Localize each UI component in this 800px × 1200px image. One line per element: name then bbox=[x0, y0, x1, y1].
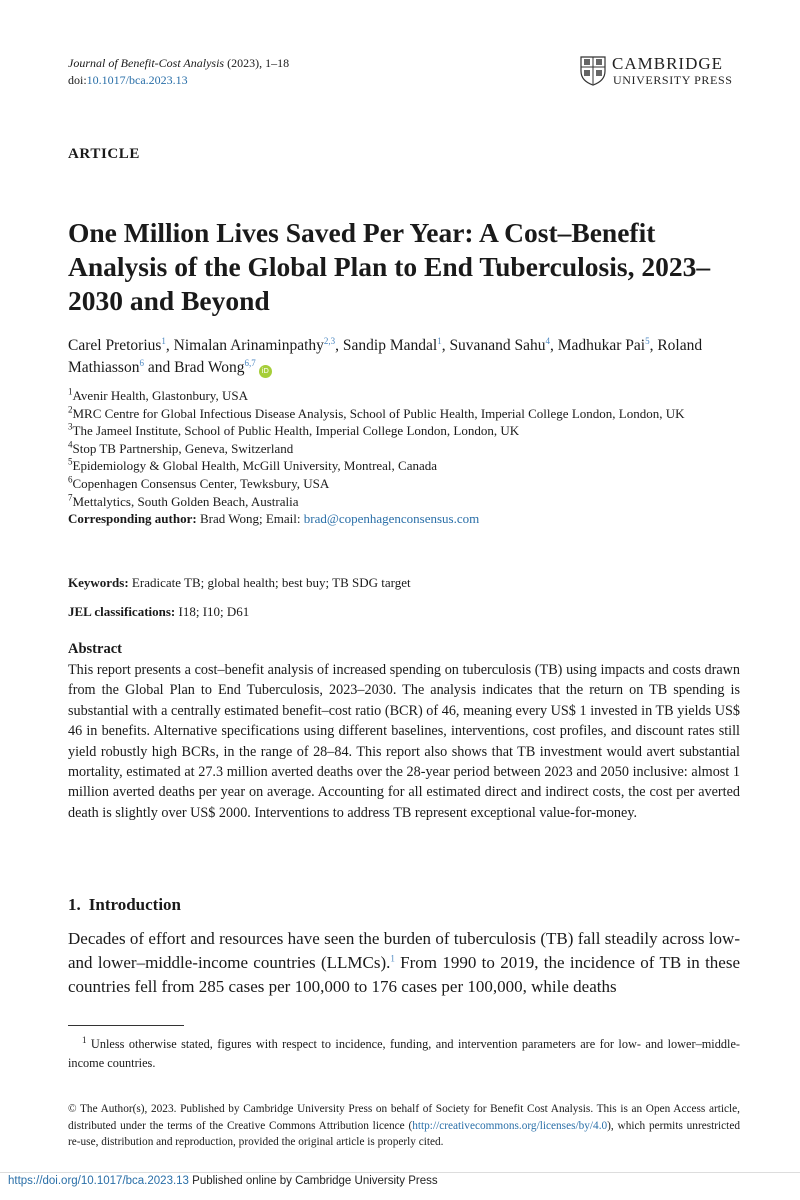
affiliation-text: Copenhagen Consensus Center, Tewksbury, USA bbox=[72, 475, 330, 491]
logo-wordmark-line1: CAMBRIDGE bbox=[612, 54, 724, 73]
journal-doi bbox=[68, 72, 289, 89]
affiliation-text: Mettalytics, South Golden Beach, Australia bbox=[72, 493, 299, 509]
affiliation bbox=[68, 493, 748, 511]
jel-label: JEL classifications: bbox=[68, 604, 176, 619]
affiliation bbox=[68, 387, 748, 405]
footnote bbox=[68, 1035, 740, 1072]
jel-classifications bbox=[68, 603, 748, 620]
journal-citation bbox=[68, 55, 289, 72]
author: Nimalan Arinaminpathy bbox=[173, 337, 324, 354]
journal-volume-pages: (2023), 1–18 bbox=[224, 56, 290, 70]
footnote-text: Unless otherwise stated, figures with respect to incidence, funding, and intervention parameters are for low- and lower–middle-income countries. bbox=[68, 1037, 740, 1070]
author-separator: , bbox=[549, 337, 558, 354]
license-text: © The Author(s), 2023. Published by Cambridge University Press on behalf of Society for Benefit Cost Analysis. This is an Open Access article, distributed under the terms of the Creative Commons Attribution licence ( bbox=[68, 1103, 740, 1132]
paragraph-text: From 1990 to 2019, the incidence of TB in these countries fell from 285 cases per 100,000 to 176 cases per 100,000, while deaths bbox=[68, 953, 740, 996]
paragraph-text: Decades of effort and resources have seen the burden of tuberculosis (TB) fall steadily across low- and lower–middle-income countries (LLMCs). bbox=[68, 929, 740, 972]
footnote-divider bbox=[68, 1025, 184, 1026]
license-text: ), which permits unrestricted re-use, distribution and reproduction, provided the original article is properly cited. bbox=[68, 1119, 740, 1148]
author: Roland Mathiasson bbox=[68, 337, 703, 376]
affiliation-text: The Jameel Institute, School of Public Health, Imperial College London, London, UK bbox=[72, 423, 520, 439]
corresponding-author bbox=[68, 510, 748, 528]
affiliation bbox=[68, 405, 748, 423]
author-separator: , bbox=[165, 337, 174, 354]
introduction-paragraph bbox=[68, 927, 740, 999]
affiliation-number: 4 bbox=[68, 439, 73, 450]
affiliation-number: 6 bbox=[68, 474, 73, 485]
affiliation-number: 7 bbox=[68, 492, 73, 503]
author-separator: , bbox=[441, 337, 450, 354]
doi-link[interactable]: 10.1017/bca.2023.13 bbox=[86, 73, 188, 87]
author: Madhukar Pai bbox=[557, 337, 646, 354]
page-footer bbox=[8, 1175, 438, 1187]
affiliation-text: Stop TB Partnership, Geneva, Switzerland bbox=[72, 440, 294, 456]
abstract-heading: Abstract bbox=[68, 641, 122, 657]
keywords-text: Eradicate TB; global health; best buy; TB SDG target bbox=[128, 575, 411, 590]
university-crest-icon bbox=[580, 56, 606, 86]
affiliation-number: 5 bbox=[68, 457, 73, 468]
article-type-label: ARTICLE bbox=[68, 146, 141, 162]
jel-text: I18; I10; D61 bbox=[175, 604, 250, 619]
author-affil-ref[interactable]: 4 bbox=[545, 335, 550, 346]
section-heading-introduction bbox=[68, 895, 181, 915]
orcid-icon[interactable]: iD bbox=[259, 365, 272, 378]
author-affil-ref[interactable]: 2,3 bbox=[323, 335, 336, 346]
author-separator: , bbox=[649, 337, 658, 354]
abstract-text: This report presents a cost–benefit analysis of increased spending on tuberculosis (TB) using impacts and costs drawn from the Global Plan to End Tuberculosis, 2023–2030. The analysis indicates that the return on TB spending is substantial with a centrally estimated benefit–cost ratio (BCR) of 46, meaning every US$ 1 invested in TB yields US$ 46 in benefits. Alternative specifications using different baselines, interventions, cost profiles, and discount rates still yield robustly high BCRs, in the range of 28–84. This report also shows that TB investment would avert substantial mortality, estimated at 27.3 million averted deaths over the 28-year period between 2023 and 2050 inclusive: almost 1 million averted deaths per year on average. Accounting for all estimated direct and indirect costs, the cost per averted death is slightly over US$ 2000. Interventions to address TB represent exceptional value-for-money. bbox=[68, 662, 740, 821]
author-affil-ref[interactable]: 6 bbox=[139, 357, 144, 368]
affiliation bbox=[68, 440, 748, 458]
keywords-label: Keywords: bbox=[68, 575, 129, 590]
author: Sandip Mandal bbox=[342, 337, 438, 354]
logo-wordmark-line2: UNIVERSITY PRESS bbox=[613, 73, 733, 87]
corresponding-author-label: Corresponding author: bbox=[68, 511, 197, 527]
affiliation-text: Epidemiology & Global Health, McGill University, Montreal, Canada bbox=[72, 458, 438, 474]
doi-prefix: doi: bbox=[68, 73, 87, 87]
email-link[interactable]: brad@copenhagenconsensus.com bbox=[303, 511, 480, 527]
license-statement bbox=[68, 1101, 740, 1151]
affiliation-number: 2 bbox=[68, 404, 73, 415]
affiliation-list bbox=[68, 387, 748, 528]
affiliation bbox=[68, 457, 748, 475]
author-affil-ref[interactable]: 6,7 bbox=[244, 357, 256, 368]
author-affil-ref[interactable]: 1 bbox=[161, 335, 166, 346]
footer-text: Published online by Cambridge University Press bbox=[188, 1175, 438, 1187]
author-separator: , bbox=[335, 337, 343, 354]
license-link[interactable]: http://creativecommons.org/licenses/by/4.0 bbox=[412, 1119, 608, 1132]
journal-header bbox=[68, 55, 289, 89]
affiliation bbox=[68, 475, 748, 493]
footer-doi-link[interactable]: https://doi.org/10.1017/bca.2023.13 bbox=[8, 1175, 189, 1187]
article-title: One Million Lives Saved Per Year: A Cost–Benefit Analysis of the Global Plan to End Tuberculosis, 2023–2030 and Beyond bbox=[68, 217, 711, 316]
affiliation-text: MRC Centre for Global Infectious Disease Analysis, School of Public Health, Imperial College London, London, UK bbox=[72, 405, 685, 421]
author: Brad Wong bbox=[174, 359, 245, 376]
cambridge-logo bbox=[580, 54, 740, 88]
author-list bbox=[68, 335, 748, 379]
keywords bbox=[68, 574, 748, 591]
section-title: Introduction bbox=[88, 895, 182, 914]
author-separator: and bbox=[143, 359, 175, 376]
affiliation-number: 1 bbox=[68, 386, 73, 397]
affiliation-text: Avenir Health, Glastonbury, USA bbox=[72, 388, 248, 403]
section-number: 1. bbox=[68, 895, 81, 914]
affiliation bbox=[68, 422, 748, 440]
footnote-ref[interactable]: 1 bbox=[390, 953, 395, 964]
journal-name: Journal of Benefit-Cost Analysis bbox=[68, 56, 225, 70]
footnote-number: 1 bbox=[82, 1034, 87, 1045]
author: Carel Pretorius bbox=[68, 337, 162, 354]
corresponding-author-text: Brad Wong; Email: bbox=[196, 511, 304, 527]
affiliation-number: 3 bbox=[68, 421, 73, 432]
author-affil-ref[interactable]: 1 bbox=[437, 335, 442, 346]
author-affil-ref[interactable]: 5 bbox=[645, 335, 650, 346]
author: Suvanand Sahu bbox=[449, 337, 546, 354]
footer-divider bbox=[0, 1172, 800, 1173]
